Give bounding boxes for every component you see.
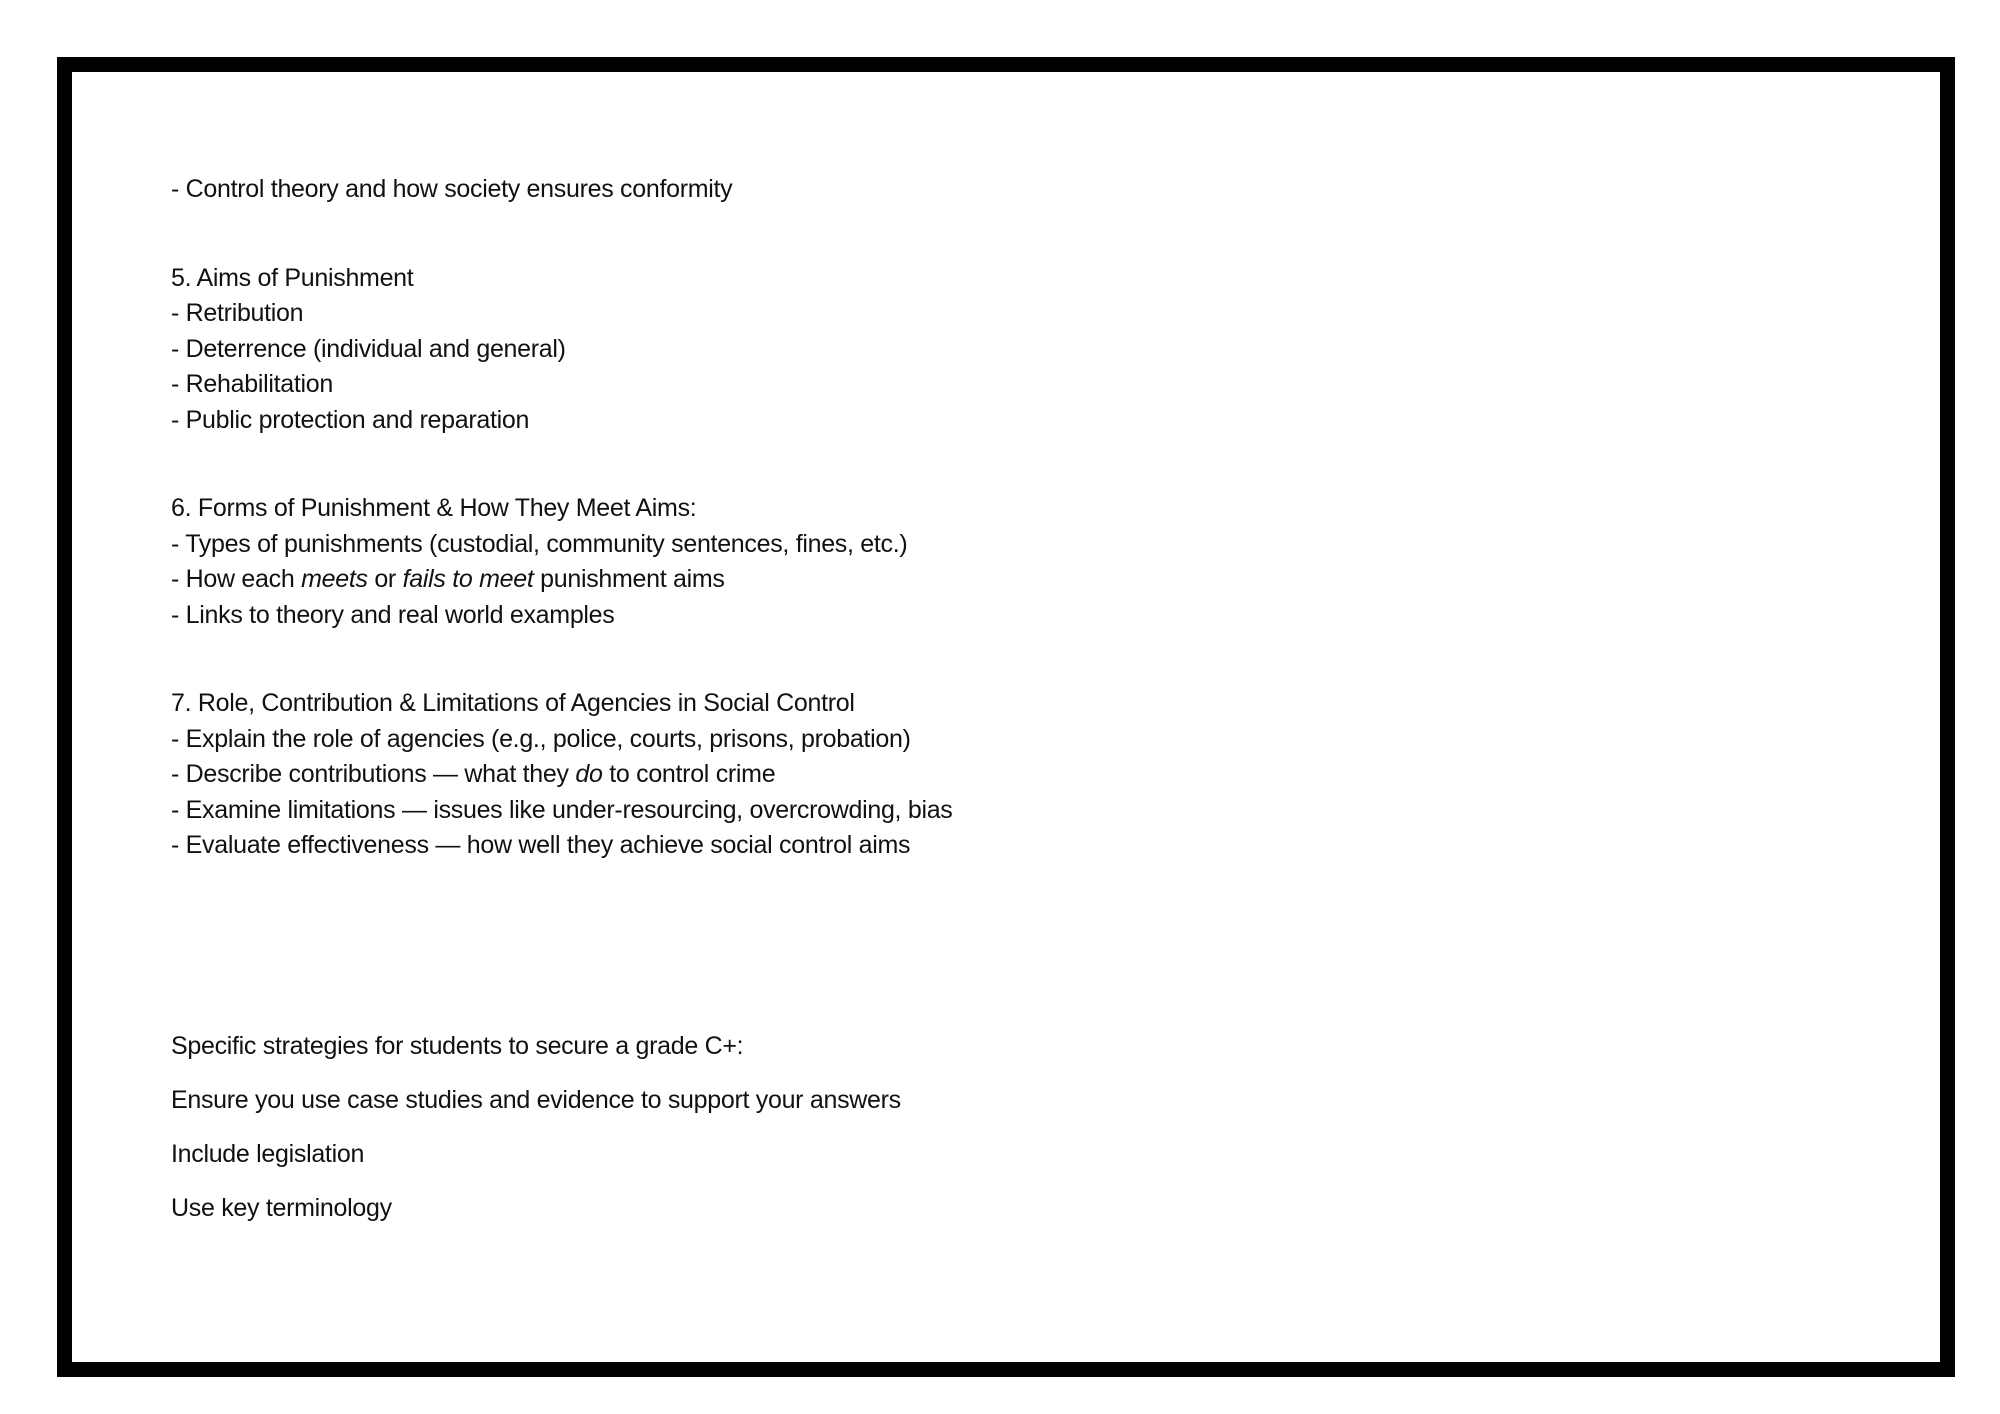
strategy-item: Include legislation — [171, 1139, 365, 1168]
emphasis-text: meets — [301, 565, 368, 593]
list-item: - Rehabilitation — [171, 370, 333, 398]
text-run: - Describe contributions — what they — [171, 760, 576, 788]
list-item: - Retribution — [171, 299, 304, 327]
text-run: or — [367, 565, 403, 593]
list-item: - Examine limitations — issues like under-resourcing, overcrowding, bias — [171, 795, 953, 824]
text-run: to control crime — [602, 760, 776, 788]
section-spacer — [171, 438, 1771, 491]
section-spacer — [171, 208, 1771, 261]
list-item: - Links to theory and real world examples — [171, 600, 615, 629]
list-item — [171, 757, 1771, 793]
section-aims-of-punishment — [171, 261, 1771, 439]
list-item: - Public protection and reparation — [171, 405, 530, 434]
list-item — [171, 562, 1771, 598]
section-forms-of-punishment — [171, 491, 1771, 633]
document-body — [171, 172, 1771, 1245]
section-heading: 5. Aims of Punishment — [171, 263, 414, 292]
section-agencies-social-control — [171, 686, 1771, 864]
control-theory-line: - Control theory and how society ensures conformity — [171, 175, 733, 203]
section-spacer — [171, 633, 1771, 686]
emphasis-text: fails to meet — [402, 565, 534, 593]
list-item: - Explain the role of agencies (e.g., police, courts, prisons, probation) — [171, 724, 911, 753]
text-run: - How each — [171, 565, 302, 593]
section-strategies — [171, 1029, 1771, 1227]
list-item: - Deterrence (individual and general) — [171, 334, 566, 363]
strategies-heading: Specific strategies for students to secure a grade C+: — [171, 1031, 744, 1060]
section-heading: 6. Forms of Punishment & How They Meet Aims: — [171, 494, 697, 522]
text-run: punishment aims — [533, 565, 725, 593]
strategy-item: Use key terminology — [171, 1193, 392, 1222]
list-item: - Evaluate effectiveness — how well they achieve social control aims — [171, 831, 911, 859]
section-heading: 7. Role, Contribution & Limitations of Agencies in Social Control — [171, 689, 855, 717]
section-spacer — [171, 864, 1771, 1029]
list-item: - Types of punishments (custodial, community sentences, fines, etc.) — [171, 529, 908, 558]
emphasis-text: do — [575, 760, 603, 788]
strategy-item: Ensure you use case studies and evidence to support your answers — [171, 1085, 901, 1114]
